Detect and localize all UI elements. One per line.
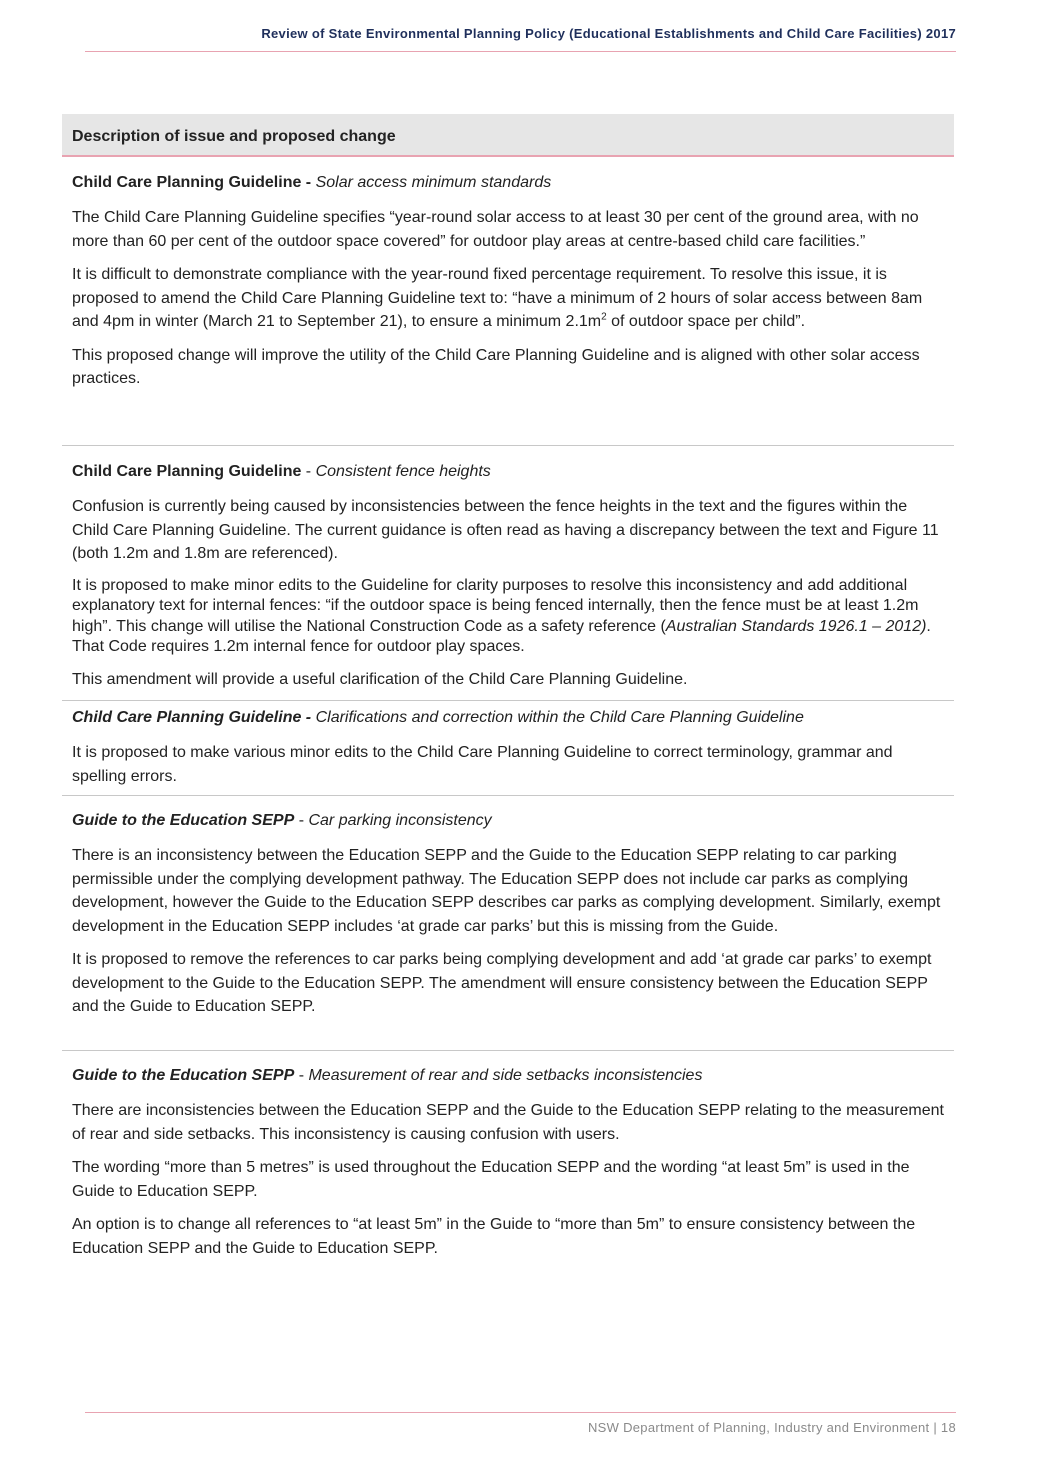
row-title-sub: Consistent fence heights xyxy=(315,463,491,480)
footer-divider xyxy=(85,1412,956,1413)
paragraph: The Child Care Planning Guideline specifies “year-round solar access to at least 30 per cent of the ground area, with no more than 60 per cent of the outdoor space covered” for outdoor play areas at centre-based child care facilities.” xyxy=(72,209,919,250)
row-title-main: Guide to the Education SEPP xyxy=(72,1067,295,1084)
page-footer: NSW Department of Planning, Industry and Environment | 18 xyxy=(587,1420,956,1435)
paragraph: This proposed change will improve the utility of the Child Care Planning Guideline and is aligned with other solar access practices. xyxy=(72,346,920,387)
table-row xyxy=(62,1051,954,1260)
row-title-sub: Solar access minimum standards xyxy=(315,174,552,191)
row-title-main: Child Care Planning Guideline xyxy=(72,463,302,480)
row-title-sub: Car parking inconsistency xyxy=(308,812,492,829)
table-row xyxy=(62,446,954,701)
row-title: Child Care Planning Guideline - Clarifications and correction within the Child Care Planning Guideline xyxy=(72,709,804,726)
row-title-sub: Measurement of rear and side setbacks inconsistencies xyxy=(308,1067,703,1084)
paragraph: There is an inconsistency between the Education SEPP and the Guide to the Education SEPP relating to car parking permissible under the complying development pathway. The Education SEPP does not include car parks as complying development, however the Guide to the Education SEPP describes car parks as complying development. Similarly, exempt development in the Education SEPP includes ‘at grade car parks’ but this is missing from the Guide. xyxy=(72,847,941,935)
row-title: Child Care Planning Guideline - Consistent fence heights xyxy=(72,463,491,480)
paragraph: There are inconsistencies between the Education SEPP and the Guide to the Education SEPP relating to the measurement of rear and side setbacks. This inconsistency is causing confusion with users. xyxy=(72,1102,944,1143)
table-row xyxy=(62,701,954,796)
row-title: Guide to the Education SEPP - Measurement of rear and side setbacks inconsistencies xyxy=(72,1067,703,1084)
row-title: Guide to the Education SEPP - Car parking inconsistency xyxy=(72,812,492,829)
paragraph: It is difficult to demonstrate compliance with the year-round fixed percentage requirement. To resolve this issue, it is proposed to amend the Child Care Planning Guideline text to: “have a minimum of 2 hours of solar access between 8am and 4pm in winter (March 21 to September 21), to ensure a minimum $2.1m^2$ of outdoor space per child”. xyxy=(72,266,923,330)
row-title: Child Care Planning Guideline - Solar access minimum standards xyxy=(72,174,552,191)
paragraph: This amendment will provide a useful clarification of the Child Care Planning Guideline. xyxy=(72,670,688,688)
row-title-main: Guide to the Education SEPP xyxy=(72,812,295,829)
page-header: Review of State Environmental Planning Policy (Educational Establishments and Child Care Facilities) 2017 xyxy=(261,26,956,41)
paragraph: It is proposed to remove the references to car parks being complying development and add ‘at grade car parks’ to exempt development to the Guide to the Education SEPP. The amendment will ensure consistency between the Education SEPP and the Guide to Education SEPP. xyxy=(72,951,932,1015)
paragraph: An option is to change all references to “at least 5m” in the Guide to “more than 5m” to ensure consistency between the Education SEPP and the Guide to Education SEPP. xyxy=(72,1216,916,1257)
paragraph: Confusion is currently being caused by inconsistencies between the fence heights in the text and the figures within the Child Care Planning Guideline. The current guidance is often read as having a discrepancy between the text and Figure 11 (both 1.2m and 1.8m are referenced). xyxy=(72,498,939,562)
table-row xyxy=(62,796,954,1051)
paragraph: It is proposed to make various minor edits to the Child Care Planning Guideline to correct terminology, grammar and spelling errors. xyxy=(72,744,893,785)
table-row xyxy=(62,157,954,446)
table-heading: Description of issue and proposed change xyxy=(62,114,954,157)
paragraph: It is proposed to make minor edits to the Guideline for clarity purposes to resolve this inconsistency and add additional explanatory text for internal fences: “if the outdoor space is being fenced internally, then the fence must be at least 1.2m high”. This change will utilise the National Construction Code as a safety reference (Australian Standards 1926.1 – 2012). That Code requires 1.2m internal fence for outdoor play spaces. xyxy=(72,576,931,655)
row-title-sub: Clarifications and correction within the Child Care Planning Guideline xyxy=(315,709,804,726)
paragraph: The wording “more than 5 metres” is used throughout the Education SEPP and the wording “at least 5m” is used in the Guide to Education SEPP. xyxy=(72,1159,910,1200)
row-title-main: Child Care Planning Guideline xyxy=(72,709,302,726)
header-divider xyxy=(85,51,956,52)
row-title-main: Child Care Planning Guideline xyxy=(72,174,302,191)
issues-table xyxy=(62,114,954,1270)
